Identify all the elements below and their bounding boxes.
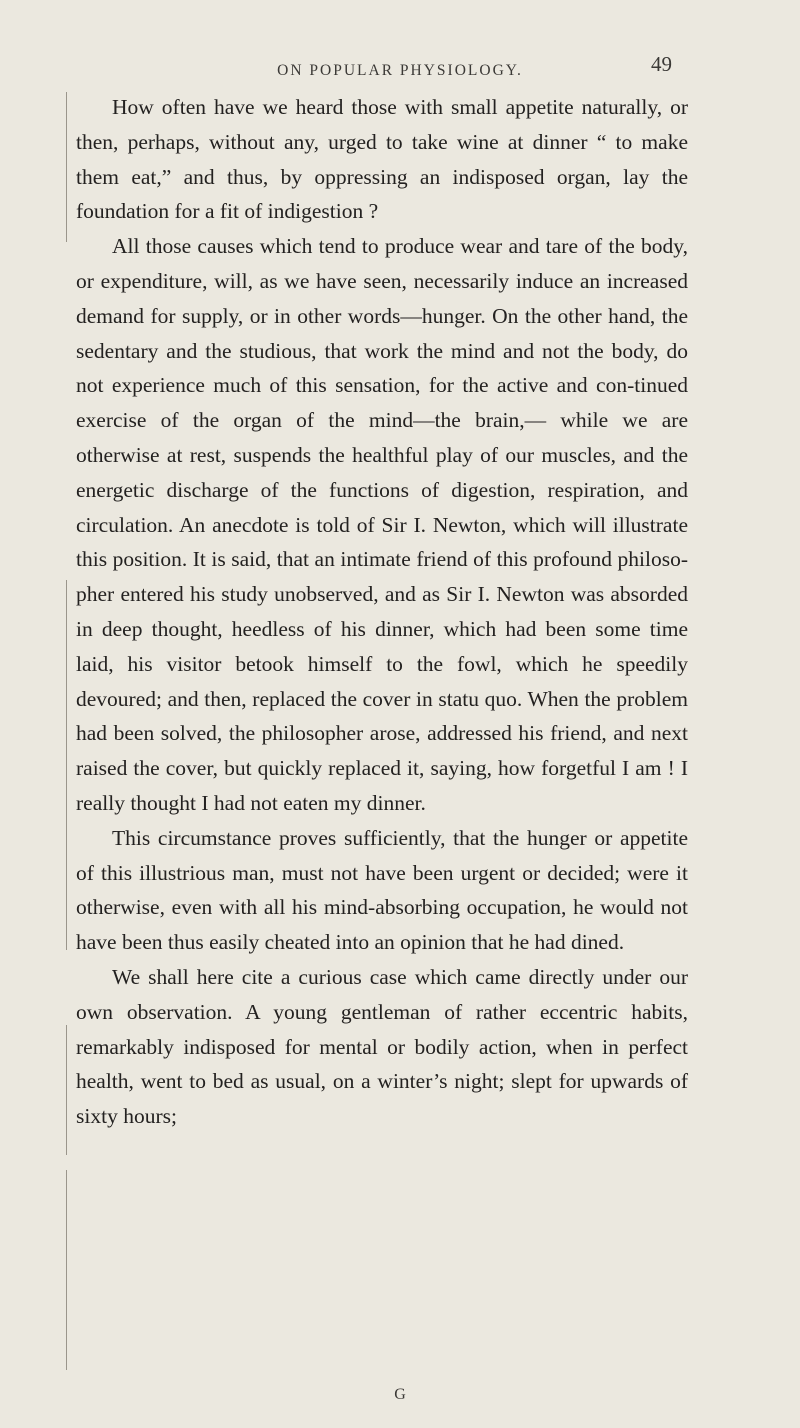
pencil-margin-mark [66,1170,67,1370]
running-head: ON POPULAR PHYSIOLOGY. [277,62,523,79]
page-number: 49 [651,52,672,76]
paragraph: This circumstance proves sufficiently, that the hunger or appetite of this illustrious man, must not have been urgent or decided; were it otherwise, even with all his mind-absorbing occupation, he would not have been thus easily cheated into an opinion that he had dined. [76,825,688,955]
pencil-margin-mark [66,1025,67,1155]
pencil-margin-mark [66,92,67,242]
page-header [0,52,800,82]
paragraph: How often have we heard those with small appetite naturally, or then, perhaps, without any, urged to take wine at dinner “ to make them eat,” and thus, by oppressing an indisposed organ, lay the foundation for a fit of indigestion ? [76,95,688,224]
pencil-margin-mark [66,580,67,950]
body-text [76,90,688,1134]
paragraph: We shall here cite a curious case which came directly under our own observation. A young gentleman of rather eccentric habits, remarkably indisposed for mental or bodily action, when in perfect health, went to bed as usual, on a winter’s night; slept for upwards of sixty hours; [76,964,688,1129]
paragraph: All those causes which tend to produce wear and tare of the body, or expenditure, will, as we have seen, necessarily induce an increased demand for supply, or in other words—hunger. On the other hand, the sedentary and the studious, that work the mind and not the body, do not experience much of this sensation, for the active and con-tinued exercise of the organ of the mind—the brain,— while we are otherwise at rest, suspends the healthful play of our muscles, and the energetic discharge of the functions of digestion, respiration, and circulation. An anecdote is told of Sir I. Newton, which will illustrate this position. It is said, that an intimate friend of this profound philoso-pher entered his study unobserved, and as Sir I. Newton was absorded in deep thought, heedless of his dinner, which had been some time laid, his visitor betook himself to the fowl, which he speedily devoured; and then, replaced the cover in statu quo. When the problem had been solved, the philosopher arose, addressed his friend, and next raised the cover, but quickly replaced it, saying, how forgetful I am ! I really thought I had not eaten my dinner. [76,234,688,815]
signature-mark: G [394,1386,406,1403]
